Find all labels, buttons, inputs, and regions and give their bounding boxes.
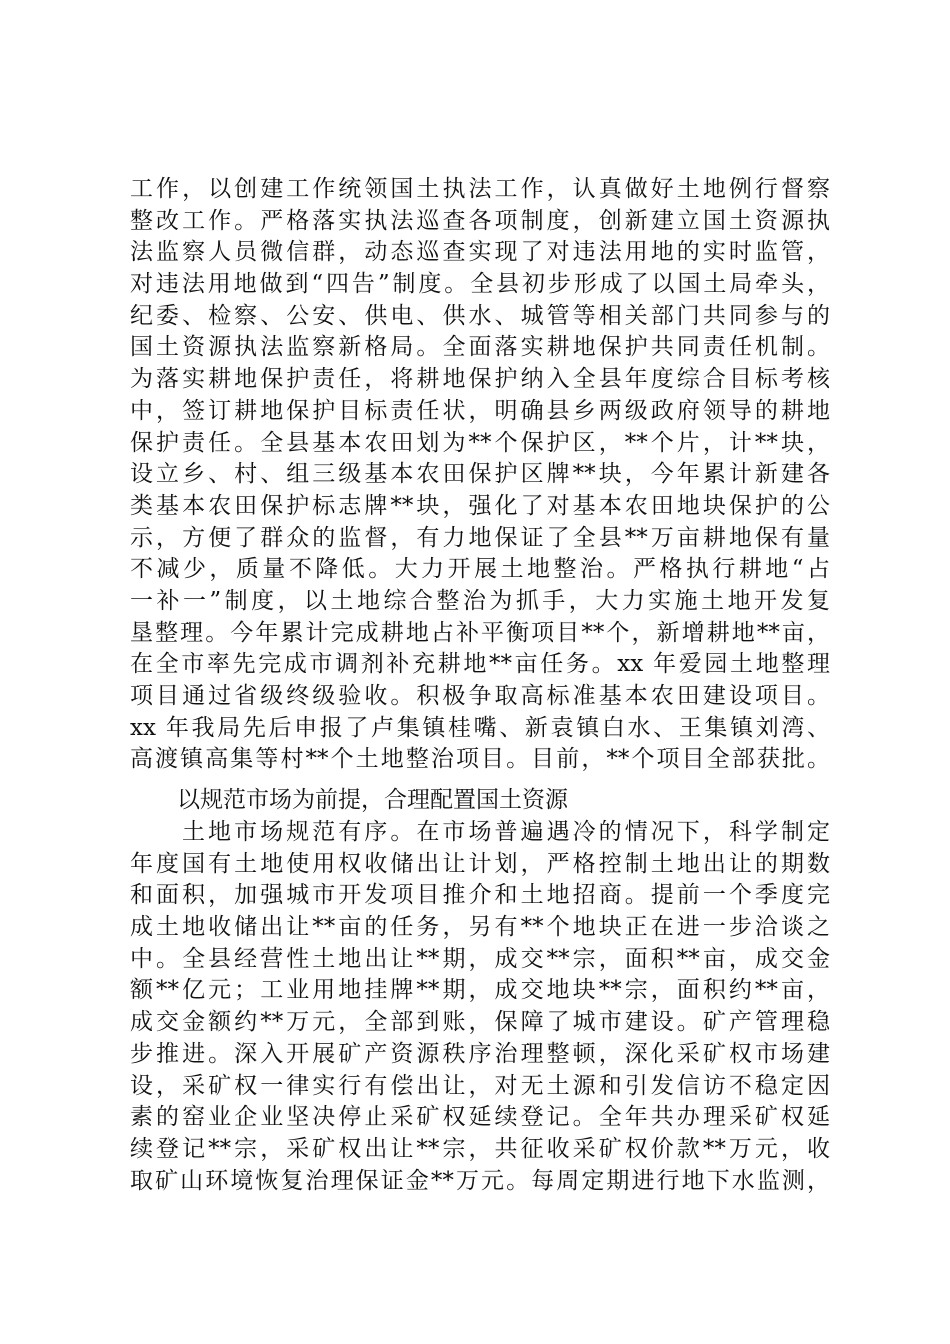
paragraph-first-line: 土地市场规范有序。在市场普遍遇冷的情况下，科学制定 [182,819,830,845]
paragraph-line: 中。全县经营性土地出让**期，成交**宗，面积**亩，成交金 [130,945,830,972]
paragraph-line: 法监察人员微信群，动态巡查实现了对违法用地的实时监管， [130,239,830,266]
section-heading: 以规范市场为前提，合理配置国土资源 [177,787,568,813]
paragraph-line: 中，签订耕地保护目标责任状，明确县乡两级政府领导的耕地 [130,397,830,424]
paragraph-line: 在全市率先完成市调剂补充耕地**亩任务。xx 年爱园土地整理 [130,651,830,678]
paragraph-line: 工作，以创建工作统领国土执法工作，认真做好土地例行督察 [130,176,830,202]
paragraph-line: 设，采矿权一律实行有偿出让，对无土源和引发信访不稳定因 [130,1072,830,1099]
body-paragraph-1 [130,174,830,776]
paragraph-line: 类基本农田保护标志牌**块，强化了对基本农田地块保护的公 [130,492,830,519]
paragraph-line: 额**亿元；工业用地挂牌**期，成交地块**宗，面积约**亩， [130,977,830,1004]
paragraph-line: 步推进。深入开展矿产资源秩序治理整顿，深化采矿权市场建 [130,1040,830,1067]
paragraph-line: xx 年我局先后申报了卢集镇桂嘴、新袁镇白水、王集镇刘湾、 [130,714,830,741]
paragraph-line: 素的窑业企业坚决停止采矿权延续登记。全年共办理采矿权延 [130,1104,830,1131]
paragraph-line: 不减少，质量不降低。大力开展土地整治。严格执行耕地“占 [130,556,830,583]
paragraph-line: 成土地收储出让**亩的任务，另有**个地块正在进一步洽谈之 [130,914,830,941]
paragraph-line: 示，方便了群众的监督，有力地保证了全县**万亩耕地保有量 [130,524,830,551]
paragraph-line: 垦整理。今年累计完成耕地占补平衡项目**个，新增耕地**亩， [130,619,830,646]
paragraph-line: 年度国有土地使用权收储出让计划，严格控制土地出让的期数 [130,850,830,877]
paragraph-line: 高渡镇高集等村**个土地整治项目。目前，**个项目全部获批。 [130,746,830,773]
paragraph-line: 成交金额约**万元，全部到账，保障了城市建设。矿产管理稳 [130,1009,830,1036]
paragraph-line: 对违法用地做到“四告”制度。全县初步形成了以国土局牵头， [130,271,830,298]
paragraph-line: 设立乡、村、组三级基本农田保护区牌**块，今年累计新建各 [130,461,830,488]
paragraph-line: 保护责任。全县基本农田划为**个保护区，**个片，计**块， [130,429,830,456]
paragraph-line: 一补一”制度，以土地综合整治为抓手，大力实施土地开发复 [130,587,830,614]
body-paragraph-2 [130,817,830,1197]
paragraph-line: 取矿山环境恢复治理保证金**万元。每周定期进行地下水监测， [130,1167,830,1194]
paragraph-line: 国土资源执法监察新格局。全面落实耕地保护共同责任机制。 [130,334,830,361]
paragraph-line: 为落实耕地保护责任，将耕地保护纳入全县年度综合目标考核 [130,366,830,393]
paragraph-line: 和面积，加强城市开发项目推介和土地招商。提前一个季度完 [130,882,830,909]
paragraph-line: 纪委、检察、公安、供电、供水、城管等相关部门共同参与的 [130,302,830,329]
paragraph-line: 项目通过省级终级验收。积极争取高标准基本农田建设项目。 [130,683,830,709]
paragraph-line: 整改工作。严格落实执法巡查各项制度，创新建立国土资源执 [130,207,830,234]
paragraph-line: 续登记**宗，采矿权出让**宗，共征收采矿权价款**万元，收 [130,1135,830,1162]
